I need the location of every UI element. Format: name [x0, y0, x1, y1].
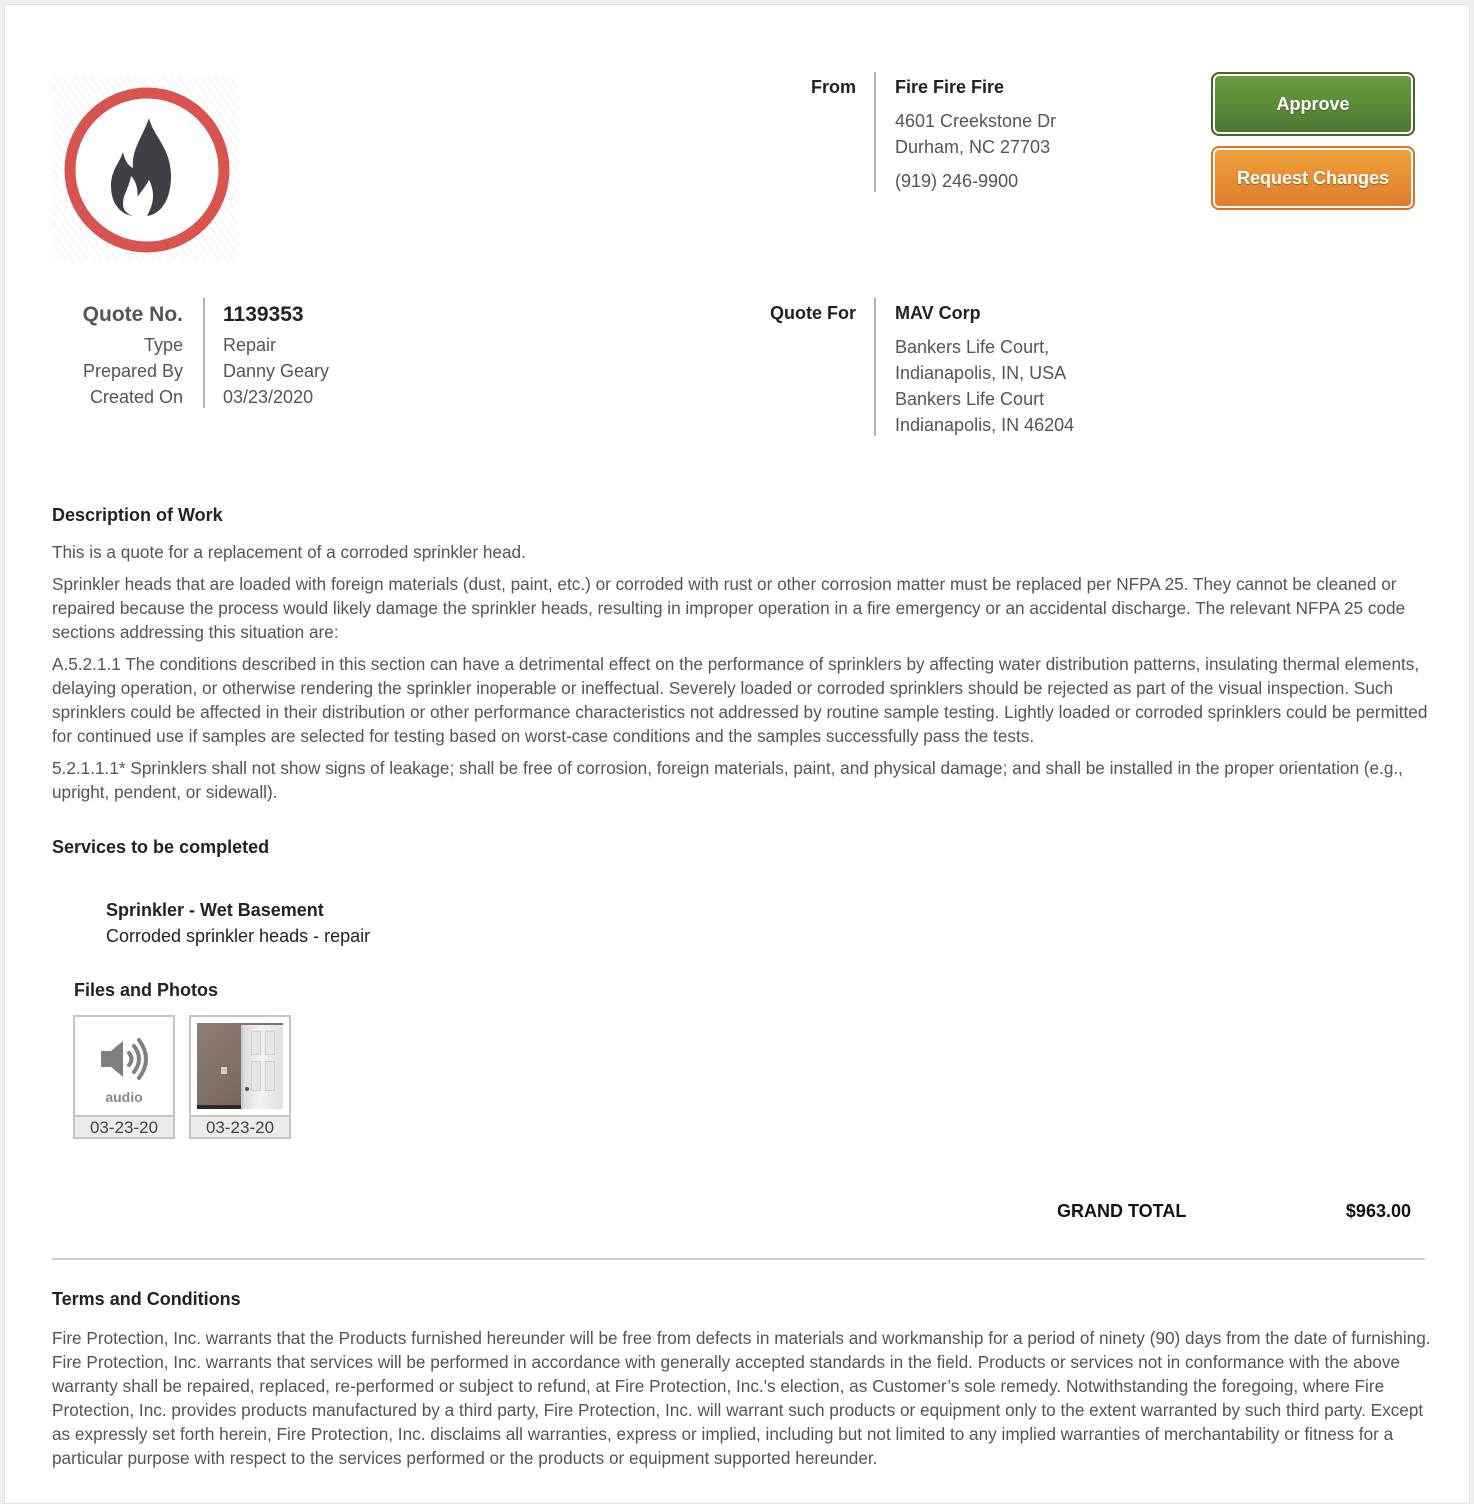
- terms-text: Fire Protection, Inc. warrants that the Products furnished hereunder will be free from defects in materials and workmanship for a period of ninety (90) days from the date of furnishing. Fire Protection, Inc. warrants that services will be performed in accordance with generally accepted standards in the field. Products or services not in conformance with the above warranty shall be repaired, replaced, re-performed or subject to refund, at Fire Protection, Inc.'s election, as Customer’s sole remedy. Notwithstanding the foregoing, where Fire Protection, Inc. provides products manufactured by a third party, Fire Protection, Inc. will warrant such products or equipment only to the extent warranted by such third party. Except as expressly set forth herein, Fire Protection, Inc. disclaims all warranties, express or implied, including but not limited to any implied warranties of merchantability or fitness for a particular purpose with respect to the services performed or the products or equipment supported hereunder.: [52, 1328, 1431, 1468]
- from-phone: (919) 246-9900: [895, 171, 1019, 191]
- divider: [52, 1258, 1425, 1260]
- files-heading: Files and Photos: [74, 980, 219, 1000]
- client-address-line: Bankers Life Court: [895, 389, 1045, 409]
- photo-file-thumbnail[interactable]: [189, 1015, 291, 1139]
- description-paragraph: This is a quote for a replacement of a corroded sprinkler head.: [52, 542, 526, 562]
- speaker-icon: [99, 1037, 151, 1081]
- services-heading: Services to be completed: [52, 837, 270, 857]
- file-date: 03-23-20: [191, 1115, 289, 1137]
- grand-total-label: GRAND TOTAL: [1057, 1201, 1187, 1221]
- company-logo: [53, 76, 239, 262]
- quote-for-label: Quote For: [770, 303, 856, 323]
- divider: [874, 298, 876, 436]
- fire-warning-icon: [53, 76, 239, 262]
- grand-total-value: $963.00: [1345, 1201, 1411, 1221]
- description-heading: Description of Work: [52, 505, 223, 525]
- from-address-line1: 4601 Creekstone Dr: [895, 111, 1057, 131]
- prepared-by-label: Prepared By: [82, 361, 183, 381]
- terms-section: [52, 1289, 1432, 1470]
- created-on: 03/23/2020: [223, 387, 314, 407]
- prepared-by: Danny Geary: [223, 361, 330, 381]
- service-item-description: Corroded sprinkler heads - repair: [106, 926, 371, 946]
- quote-number: 1139353: [223, 303, 304, 326]
- approve-button[interactable]: Approve: [1211, 72, 1415, 136]
- client-address-line: Indianapolis, IN, USA: [895, 363, 1067, 383]
- from-label: From: [811, 77, 856, 97]
- type-label: Type: [143, 335, 183, 355]
- audio-file-thumbnail[interactable]: [73, 1015, 175, 1139]
- from-address-line2: Durham, NC 27703: [895, 137, 1051, 157]
- quote-type: Repair: [223, 335, 277, 355]
- file-date: 03-23-20: [75, 1115, 173, 1137]
- description-paragraph: 5.2.1.1.1* Sprinklers shall not show signs of leakage; shall be free of corrosion, foreign materials, paint, and physical damage; and shall be installed in the proper orientation (e.g., upright, pendent, or sidewall).: [52, 758, 1403, 802]
- photo-preview: [197, 1023, 283, 1109]
- client-address-line: Bankers Life Court,: [895, 337, 1050, 357]
- divider: [203, 298, 205, 408]
- quote-document: [4, 4, 1470, 1504]
- description-paragraph: A.5.2.1.1 The conditions described in this section can have a detrimental effect on the performance of sprinklers by affecting water distribution patterns, insulating thermal elements, delaying operation, or otherwise rendering the sprinkler inoperable or ineffectual. Severely loaded or corroded sprinklers should be rejected as part of the visual inspection. Such sprinklers could be affected in their distribution or other performance characteristics not addressed by routine sample testing. Lightly loaded or corroded sprinklers could be permitted for continued use if samples are selected for testing based on worst-case conditions and the samples successfully pass the tests.: [52, 654, 1428, 746]
- audio-label: audio: [105, 1089, 143, 1105]
- client-address-line: Indianapolis, IN 46204: [895, 415, 1075, 435]
- description-section: [52, 505, 1432, 804]
- created-on-label: Created On: [89, 387, 183, 407]
- client-company-name: MAV Corp: [895, 303, 981, 323]
- divider: [874, 72, 876, 192]
- description-paragraph: Sprinkler heads that are loaded with foreign materials (dust, paint, etc.) or corroded with rust or other corrosion matter must be replaced per NFPA 25. They cannot be cleaned or repaired because the process would likely damage the sprinkler heads, resulting in improper operation in a fire emergency or an accidental discharge. The relevant NFPA 25 code sections addressing this situation are:: [52, 574, 1406, 642]
- terms-heading: Terms and Conditions: [52, 1289, 241, 1309]
- service-item-title: Sprinkler - Wet Basement: [106, 900, 324, 920]
- from-company-name: Fire Fire Fire: [895, 77, 1005, 97]
- request-changes-button[interactable]: Request Changes: [1211, 146, 1415, 210]
- quote-number-label: Quote No.: [82, 303, 183, 326]
